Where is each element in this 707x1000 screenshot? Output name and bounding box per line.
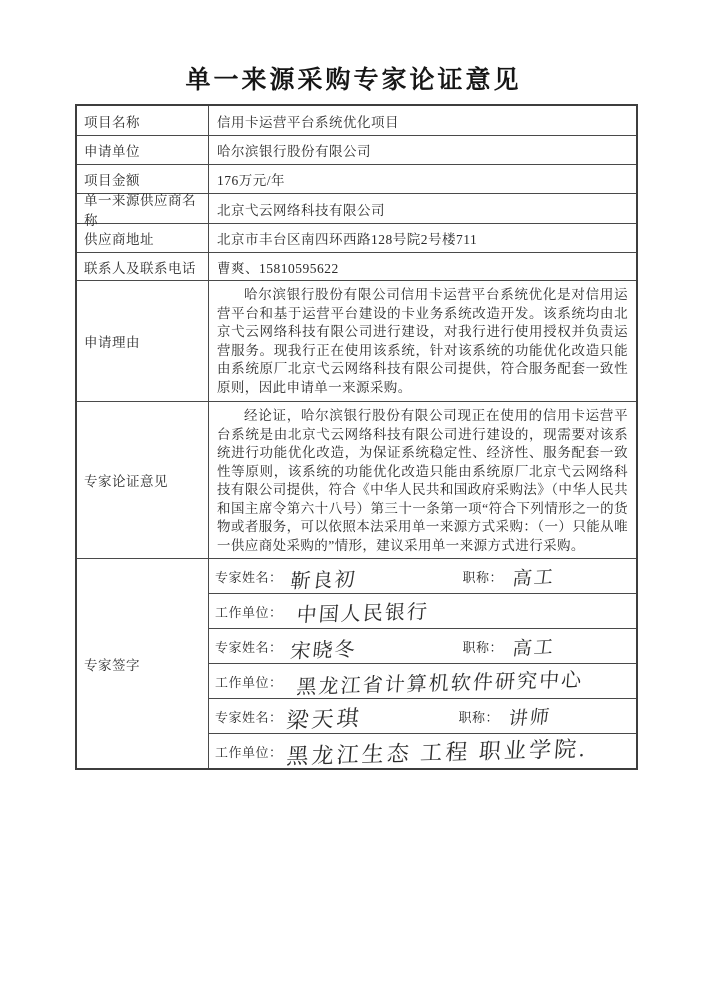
row-project-name	[77, 106, 636, 136]
row-supplier-name	[77, 192, 636, 228]
expert-3-unit-signature: 黑龙江生态 工程 职业学院.	[285, 735, 589, 769]
expert-3-unit-label: 工作单位：	[215, 744, 283, 760]
expert-2-name-label: 专家姓名：	[215, 639, 283, 655]
expert-1-name-label: 专家姓名：	[215, 569, 283, 585]
expert-2-unit-label: 工作单位：	[215, 674, 283, 690]
row-expert-opinion	[77, 402, 636, 559]
row-expert-signatures	[77, 559, 636, 768]
expert-signatures-label: 专家签字	[77, 559, 209, 768]
expert-2-unit-row	[209, 664, 636, 699]
contact-label: 联系人及联系电话	[77, 253, 209, 280]
signature-grid	[209, 559, 636, 768]
expert-opinion-text: 经论证，哈尔滨银行股份有限公司现正在使用的信用卡运营平台系统是由北京弋云网络科技有限公司进行建设的，现需要对该系统进行功能优化改造，为保证系统稳定性、经济性、服务配套一致性等原则，该系统的功能优化改造只能由系统原厂北京弋云网络科技有限公司提供，符合《中华人民共和国政府采购法》（中华人民共和国主席令第六十八号）第三十一条第一项“符合下列情形之一的货物或者服务，可以依照本法采用单一来源方式采购：（一）只能从唯一供应商处采购的”情形，建议采用单一来源方式进行采购。	[217, 408, 628, 553]
contact-value: 曹爽、15810595622	[217, 260, 339, 276]
expert-2-title-label: 职称：	[462, 639, 504, 655]
row-applicant-unit	[77, 136, 636, 165]
expert-opinion-label: 专家论证意见	[77, 402, 209, 558]
row-supplier-address	[77, 224, 636, 253]
expert-1-unit-signature: 中国人民银行	[295, 600, 430, 627]
expert-1-name-signature: 靳良初	[288, 568, 358, 593]
expert-2-name-row	[209, 629, 636, 664]
applicant-unit-value: 哈尔滨银行股份有限公司	[217, 144, 371, 159]
expert-2-title-signature: 高工	[511, 636, 557, 660]
page-title: 单一来源采购专家论证意见	[185, 66, 522, 94]
row-contact	[77, 253, 636, 281]
expert-1-title-label: 职称：	[462, 569, 504, 585]
expert-1-name-row	[209, 559, 636, 594]
application-reason-label: 申请理由	[77, 281, 209, 401]
expert-1-unit-row	[209, 594, 636, 629]
form-table	[75, 104, 638, 770]
applicant-unit-label: 申请单位	[77, 136, 209, 164]
supplier-address-value: 北京市丰台区南四环西路128号院2号楼711	[217, 232, 478, 247]
expert-3-title-signature: 讲师	[507, 706, 553, 730]
application-reason-text: 哈尔滨银行股份有限公司信用卡运营平台系统优化是对信用运营平台和基于运营平台建设的卡业务系统改造开发。该系统均由北京弋云网络科技有限公司进行建设，对我行进行使用授权并负责运营服务。现我行正在使用该系统，针对该系统的功能优化改造只能由系统原厂北京弋云网络科技有限公司提供，符合服务配套一致性原则，因此申请单一来源采购。	[217, 287, 628, 395]
expert-3-title-label: 职称：	[458, 709, 500, 725]
expert-3-unit-row	[209, 734, 636, 768]
project-name-label: 项目名称	[77, 106, 209, 135]
project-amount-value: 176万元/年	[217, 173, 286, 188]
supplier-address-label: 供应商地址	[77, 224, 209, 252]
expert-1-title-signature: 高工	[511, 566, 557, 590]
row-application-reason	[77, 281, 636, 402]
expert-3-name-signature: 梁天琪	[284, 704, 363, 733]
expert-2-name-signature: 宋晓冬	[288, 638, 358, 663]
expert-3-name-row	[209, 699, 636, 734]
expert-3-name-label: 专家姓名：	[215, 709, 283, 725]
supplier-name-value: 北京弋云网络科技有限公司	[217, 202, 385, 218]
expert-1-unit-label: 工作单位：	[215, 604, 283, 620]
expert-2-unit-signature: 黑龙江省计算机软件研究中心	[295, 668, 584, 699]
project-name-value: 信用卡运营平台系统优化项目	[217, 114, 399, 130]
project-amount-label: 项目金额	[77, 165, 209, 193]
supplier-name-label: 单一来源供应商名称	[77, 194, 209, 223]
